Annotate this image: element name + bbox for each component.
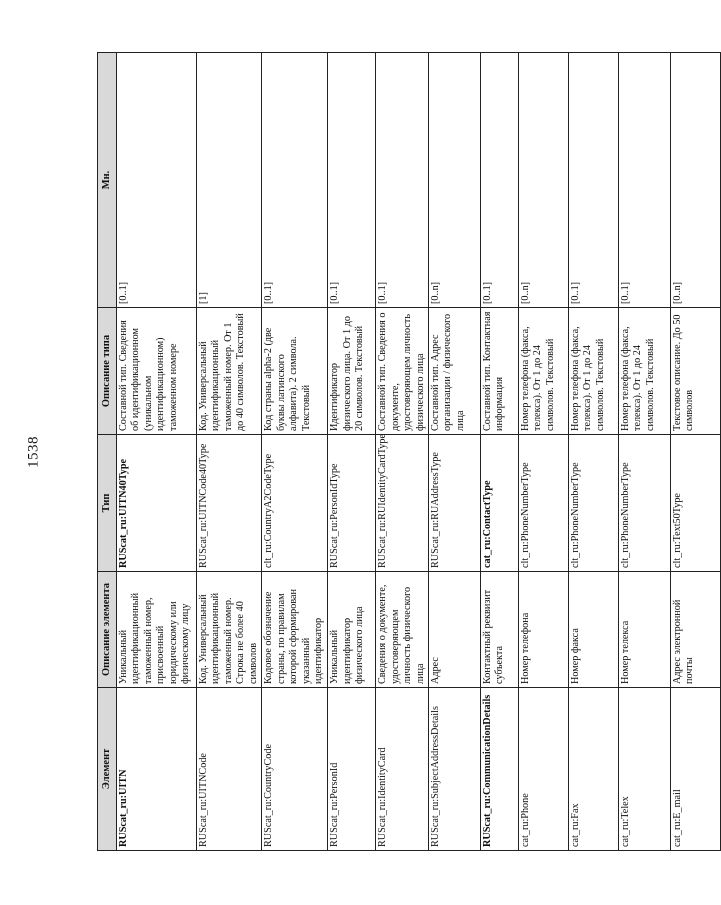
cell-multiplicity: [0..1] <box>376 53 429 308</box>
cell-multiplicity: [0..1] <box>117 53 197 308</box>
cell-element-description: Сведения о документе, удостоверяющем личность физического лица <box>376 572 429 688</box>
table-row <box>670 53 720 851</box>
cell-type-description: Номер телефона (факса, телекса). От 1 до 24 символов. Текстовый <box>568 308 618 435</box>
elements-table <box>97 52 721 851</box>
table-row <box>197 53 262 851</box>
cell-type-description: Код страны alpha-2 (две буквы латинского алфавита). 2 символа. Текстовый <box>262 308 328 435</box>
cell-element: RUScat_ru:CommunicationDetails <box>480 688 518 851</box>
header-element-description: Описание элемента <box>98 572 117 688</box>
cell-type: clt_ru:CountryA2CodeType <box>262 435 328 572</box>
cell-element-description: Номер телекса <box>618 572 670 688</box>
cell-type-description: Составной тип. Адрес организации / физического лица <box>428 308 480 435</box>
cell-element: RUScat_ru:SubjectAddressDetails <box>428 688 480 851</box>
cell-multiplicity: [0..1] <box>568 53 618 308</box>
page-number: 1538 <box>25 436 42 468</box>
header-element: Элемент <box>98 688 117 851</box>
cell-type: RUScat_ru:RUAddressType <box>428 435 480 572</box>
cell-type-description: Составной тип. Сведения об идентификационном (уникальном идентификационном) таможенном номере <box>117 308 197 435</box>
cell-type: clt_ru:PhoneNumberType <box>518 435 568 572</box>
table-row <box>262 53 328 851</box>
cell-element: RUScat_ru:CountryCode <box>262 688 328 851</box>
cell-type-description: Составной тип. Сведения о документе, удостоверяющем личность физического лица <box>376 308 429 435</box>
cell-element-description: Контактный реквизит субъекта <box>480 572 518 688</box>
table-row <box>428 53 480 851</box>
cell-multiplicity: [0..n] <box>518 53 568 308</box>
cell-type-description: Составной тип. Контактная информация <box>480 308 518 435</box>
cell-multiplicity: [0..n] <box>670 53 720 308</box>
cell-element: cat_ru:Fax <box>568 688 618 851</box>
cell-element-description: Адрес <box>428 572 480 688</box>
cell-element: cat_ru:E_mail <box>670 688 720 851</box>
cell-multiplicity: [0..n] <box>428 53 480 308</box>
cell-type-description: Идентификатор физического лица. От 1 до 20 символов. Текстовый <box>328 308 376 435</box>
header-type-description: Описание типа <box>98 308 117 435</box>
cell-element: cat_ru:Phone <box>518 688 568 851</box>
cell-type: RUScat_ru:UITNCode40Type <box>197 435 262 572</box>
cell-multiplicity: [1] <box>197 53 262 308</box>
cell-type: clt_ru:PhoneNumberType <box>618 435 670 572</box>
table-row <box>480 53 518 851</box>
header-multiplicity: Мн. <box>98 53 117 308</box>
cell-type: clt_ru:PhoneNumberType <box>568 435 618 572</box>
cell-multiplicity: [0..1] <box>328 53 376 308</box>
cell-type-description: Номер телефона (факса, телекса). От 1 до 24 символов. Текстовый <box>518 308 568 435</box>
table-header-row <box>98 53 117 851</box>
cell-element: RUScat_ru:UITNCode <box>197 688 262 851</box>
cell-multiplicity: [0..1] <box>480 53 518 308</box>
cell-type: cat_ru:ContactType <box>480 435 518 572</box>
cell-type: RUScat_ru:PersonIdType <box>328 435 376 572</box>
cell-type: RUScat_ru:UITN40Type <box>117 435 197 572</box>
table-row <box>618 53 670 851</box>
cell-element-description: Адрес электронной почты <box>670 572 720 688</box>
cell-type-description: Текстовое описание. До 50 символов <box>670 308 720 435</box>
rotated-table-container <box>97 53 696 851</box>
cell-type-description: Номер телефона (факса, телекса). От 1 до 24 символов. Текстовый <box>618 308 670 435</box>
table-row <box>568 53 618 851</box>
table-row <box>117 53 197 851</box>
cell-element: cat_ru:Telex <box>618 688 670 851</box>
cell-multiplicity: [0..1] <box>262 53 328 308</box>
cell-element-description: Кодовое обозначение страны, по правилам которой сформирован указанный идентификатор <box>262 572 328 688</box>
cell-type: clt_ru:Text50Type <box>670 435 720 572</box>
cell-element-description: Номер факса <box>568 572 618 688</box>
table-row <box>376 53 429 851</box>
header-type: Тип <box>98 435 117 572</box>
cell-element: RUScat_ru:IdentityCard <box>376 688 429 851</box>
table-row <box>328 53 376 851</box>
cell-element-description: Уникальный идентификационный таможенный номер, присвоенный юридическому или физическому лицу <box>117 572 197 688</box>
cell-element: RUScat_ru:UITN <box>117 688 197 851</box>
table-row <box>518 53 568 851</box>
cell-element-description: Код. Универсальный идентификационный таможенный номер. Строка не более 40 символов <box>197 572 262 688</box>
cell-element-description: Номер телефона <box>518 572 568 688</box>
cell-type: RUScat_ru:RUIdentityCardType <box>376 435 429 572</box>
cell-element: RUScat_ru:PersonId <box>328 688 376 851</box>
cell-type-description: Код. Универсальный идентификационный таможенный номер. От 1 до 40 символов. Текстовый <box>197 308 262 435</box>
cell-multiplicity: [0..1] <box>618 53 670 308</box>
cell-element-description: Уникальный идентификатор физического лица <box>328 572 376 688</box>
